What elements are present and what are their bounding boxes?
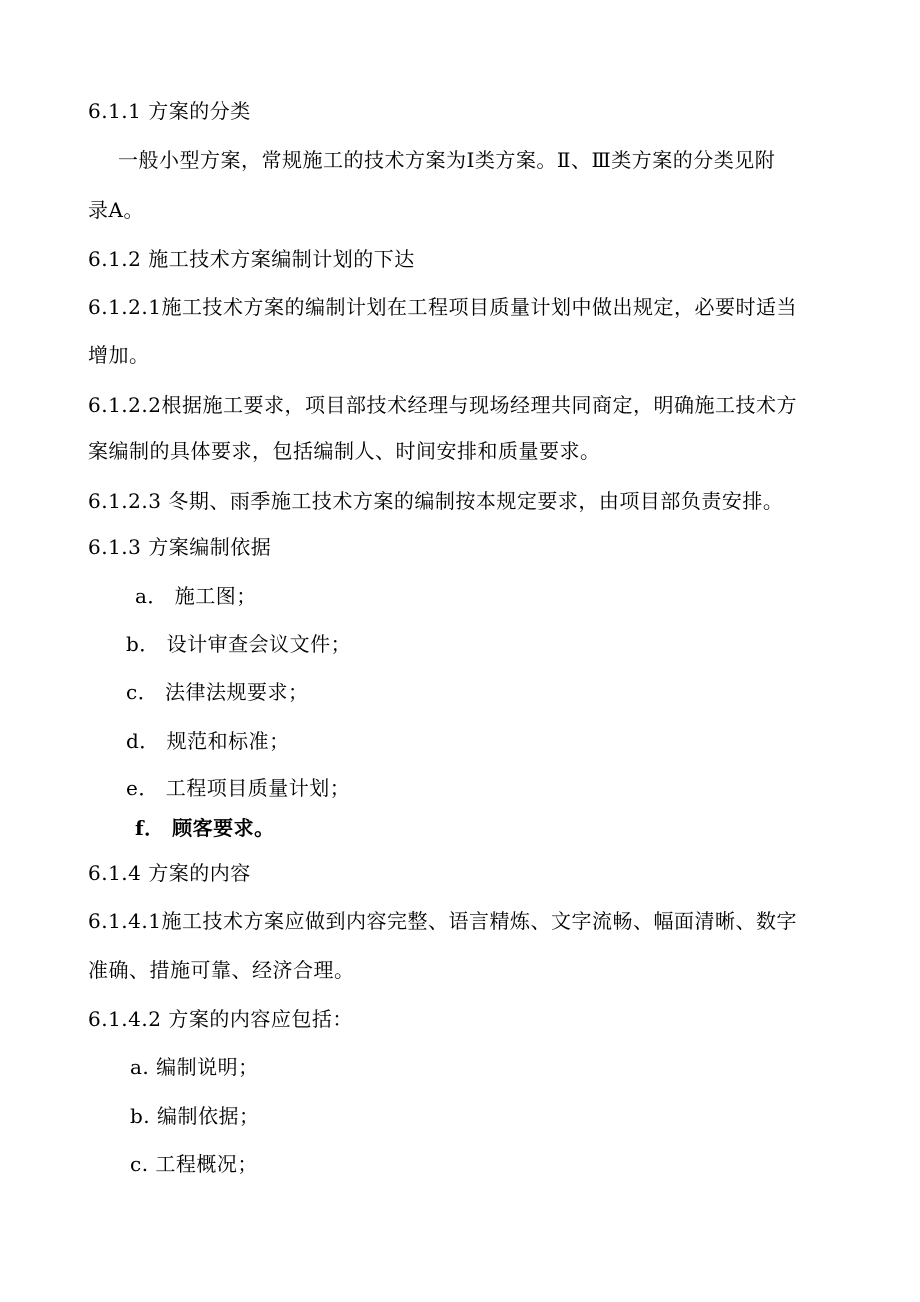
basis-list-item: b． 设计审查会议文件；: [126, 632, 352, 656]
basis-list-item: d． 规范和标准；: [126, 729, 290, 753]
basis-list-item: e． 工程项目质量计划；: [126, 776, 351, 800]
basis-list-item-bold: f． 顾客要求。: [135, 816, 275, 840]
clause-6-1-4-2: 6.1.4.2 方案的内容应包括：: [88, 1007, 353, 1031]
basis-list-item: c． 法律法规要求；: [126, 680, 309, 704]
clause-6-1-2-1-line-1: 6.1.2.1施工技术方案的编制计划在工程项目质量计划中做出规定，必要时适当: [88, 295, 797, 319]
section-6-1-1-paragraph-line-1: 一般小型方案，常规施工的技术方案为Ⅰ类方案。Ⅱ、Ⅲ类方案的分类见附: [118, 148, 776, 172]
content-list-item: c. 工程概况；: [130, 1152, 258, 1176]
clause-6-1-2-1-line-2: 增加。: [88, 343, 150, 367]
section-6-1-3-heading: 6.1.3 方案编制依据: [88, 535, 272, 559]
basis-list-item: a． 施工图；: [135, 584, 257, 608]
section-6-1-1-heading: 6.1.1 方案的分类: [88, 99, 251, 123]
content-list-item: b. 编制依据；: [130, 1104, 260, 1128]
clause-6-1-2-2-line-1: 6.1.2.2根据施工要求，项目部技术经理与现场经理共同商定，明确施工技术方: [88, 393, 797, 417]
clause-6-1-4-1-line-1: 6.1.4.1施工技术方案应做到内容完整、语言精炼、文字流畅、幅面清晰、数字: [88, 909, 797, 933]
clause-6-1-2-2-line-2: 案编制的具体要求，包括编制人、时间安排和质量要求。: [88, 439, 601, 463]
section-6-1-4-heading: 6.1.4 方案的内容: [88, 861, 251, 885]
clause-6-1-2-3: 6.1.2.3 冬期、雨季施工技术方案的编制按本规定要求，由项目部负责安排。: [88, 489, 784, 513]
clause-6-1-4-1-line-2: 准确、措施可靠、经济合理。: [88, 958, 355, 982]
content-list-item: a. 编制说明；: [130, 1055, 259, 1079]
section-6-1-2-heading: 6.1.2 施工技术方案编制计划的下达: [88, 247, 415, 271]
section-6-1-1-paragraph-line-2: 录A。: [88, 198, 144, 222]
